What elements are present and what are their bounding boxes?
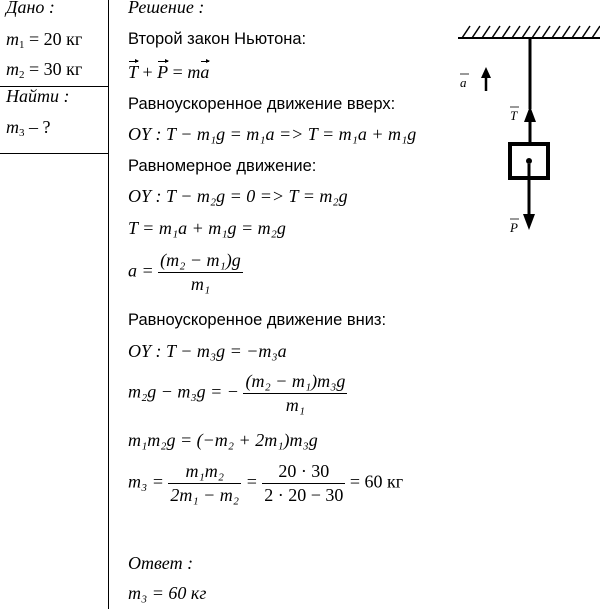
uniform-label: Равномерное движение: <box>128 157 317 175</box>
equation-5-fraction: $\frac{\text{(m₂ − m₁)m₃g}}{\text{m₁}}$ <box>245 371 346 415</box>
acceleration-equation: a = $\frac{\text{(m₂ − m₁)g}}{\text{m₁}}$ <box>128 250 241 294</box>
column-divider <box>108 0 109 609</box>
uniform-equation: OY : T − m₂g = 0 => T = m₂g <box>128 186 348 206</box>
vector-P: P <box>157 62 169 82</box>
down-equation: OY : T − m₃g = −m₃a <box>128 341 287 361</box>
vector-T: T <box>128 62 139 82</box>
down-label: Равноускоренное движение вниз: <box>128 311 387 329</box>
up-equation: OY : T − m₁g = m₁a => T = m₁a + m₁g <box>128 124 417 144</box>
ceiling-hatch <box>458 26 600 38</box>
block-center <box>526 158 532 164</box>
label-a: a <box>460 75 467 90</box>
equation-6: m₁m₂g = (−m₂ + 2m₁)m₃g <box>128 430 318 450</box>
newton-label: Второй закон Ньютона: <box>128 30 307 48</box>
newton-equation: T + P = ma <box>128 62 210 82</box>
find-heading: Найти : <box>6 86 70 106</box>
find-m3: $m_3$ – ? <box>6 117 51 139</box>
solution-heading: Решение : <box>128 0 205 17</box>
acceleration-fraction: $\frac{\text{(m₂ − m₁)g}}{\text{m₁}}$ <box>160 250 241 294</box>
weight-arrow-head <box>523 214 535 230</box>
answer-heading: Ответ : <box>128 553 194 573</box>
equation-7-fraction-numeric: $\frac{20 \cdot 30}{2 \cdot 20 - 30}$ <box>264 461 344 505</box>
label-P: P <box>510 220 518 235</box>
equation-7-fraction-symbolic: $\frac{\text{m₁m₂}}{\text{2m₁ − m₂}}$ <box>170 461 240 505</box>
find-divider <box>0 153 108 154</box>
force-diagram <box>440 14 600 244</box>
vector-a: a <box>200 62 210 82</box>
answer-value: m₃ = 60 кг <box>128 583 207 603</box>
tension-equation: T = m₁a + m₁g = m₂g <box>128 218 286 238</box>
given-heading: Дано : <box>6 0 55 17</box>
given-m1: $m_1 = 20$ кг <box>6 29 83 51</box>
equation-5: m₂g − m₃g = − $\frac{\text{(m₂ − m₁)m₃g}}{\text{m₁}}$ <box>128 371 346 415</box>
equation-7: m₃ = $\frac{\text{m₁m₂}}{\text{2m₁ − m₂}}$ = $\frac{20 \cdot 30}{2 \cdot 20 - 30}$ = 60 кг <box>128 461 404 505</box>
label-T: T <box>510 108 518 123</box>
tension-arrow-head <box>524 106 536 122</box>
up-label: Равноускоренное движение вверх: <box>128 95 396 113</box>
given-m2: $m_2 = 30$ кг <box>6 59 83 81</box>
